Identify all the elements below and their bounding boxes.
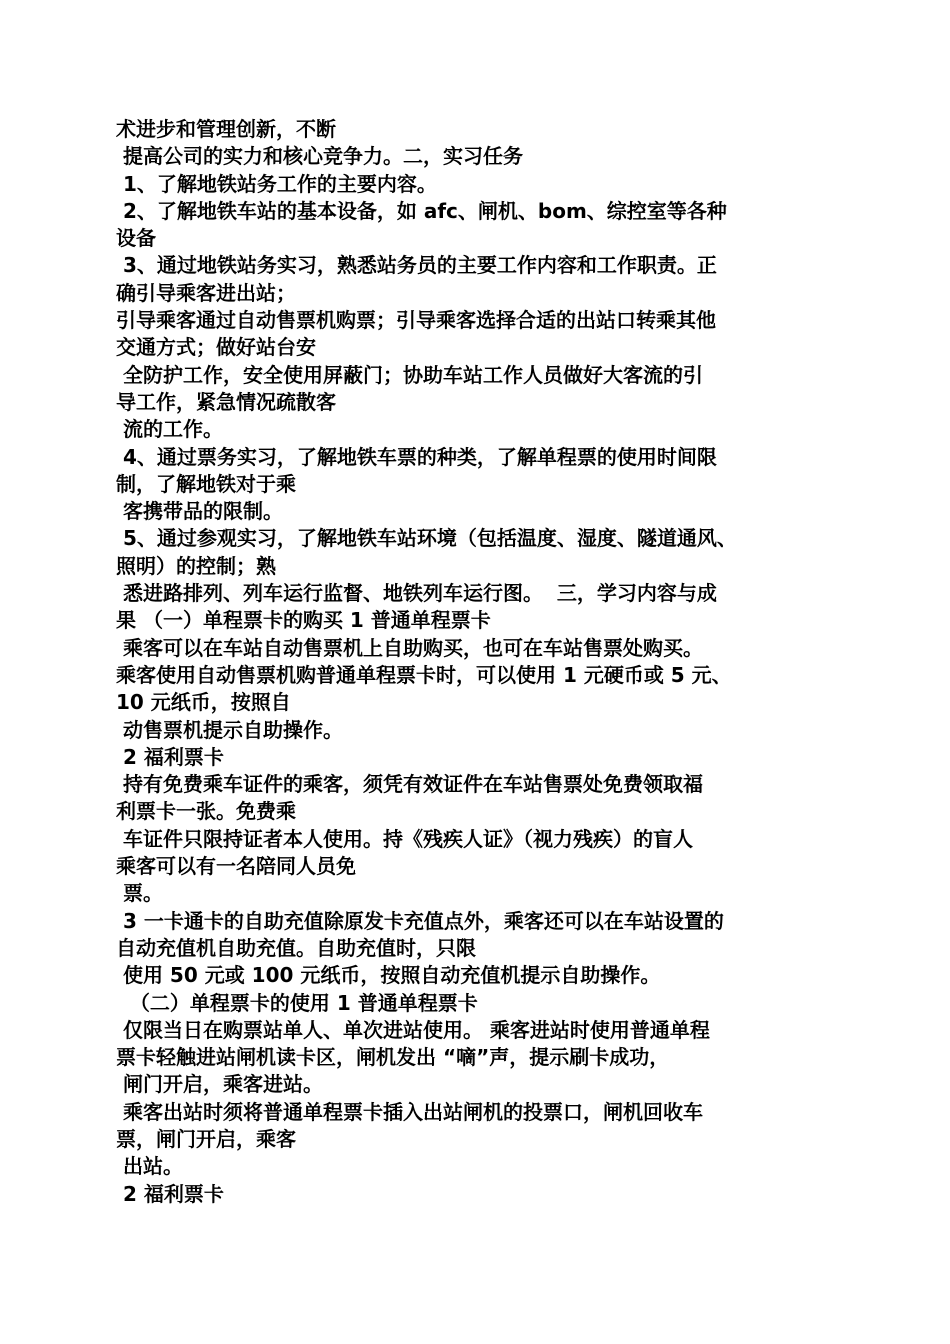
text-line: 2、了解地铁车站的基本设备，如 afc、闸机、bom、综控室等各种: [116, 198, 727, 223]
text-line: 票。: [116, 881, 163, 906]
text-line: 全防护工作，安全使用屏蔽门；协助车站工作人员做好大客流的引: [116, 362, 703, 387]
document-page: [116, 116, 840, 1208]
text-line: 出站。: [116, 1154, 183, 1179]
text-line: 票卡轻触进站闸机读卡区，闸机发出 “嘀”声，提示刷卡成功，: [116, 1045, 670, 1070]
text-line: 确引导乘客进出站；: [116, 280, 296, 305]
text-line: 交通方式；做好站台安: [116, 335, 316, 360]
text-line: 流的工作。: [116, 417, 223, 442]
text-line: 设备: [116, 226, 156, 251]
text-line: 5、通过参观实习，了解地铁车站环境（包括温度、湿度、隧道通风、: [116, 526, 737, 551]
text-line: 利票卡一张。免费乘: [116, 799, 296, 824]
text-line: 术进步和管理创新，不断: [116, 117, 336, 141]
text-line: 车证件只限持证者本人使用。持《残疾人证》（视力残疾）的盲人: [116, 826, 693, 851]
text-line: 乘客使用自动售票机购普通单程票卡时，可以使用 1 元硬币或 5 元、: [116, 662, 732, 687]
text-line: 票，闸门开启，乘客: [116, 1126, 296, 1151]
text-line: 仅限当日在购票站单人、单次进站使用。 乘客进站时使用普通单程: [116, 1017, 710, 1042]
text-line: 自动充值机自助充值。自助充值时，只限: [116, 935, 476, 960]
text-line: 乘客可以有一名陪同人员免: [116, 854, 356, 879]
text-line: 制，了解地铁对于乘: [116, 471, 296, 496]
text-line: 持有免费乘车证件的乘客，须凭有效证件在车站售票处免费领取福: [116, 772, 703, 797]
text-line: 3、通过地铁站务实习，熟悉站务员的主要工作内容和工作职责。正: [116, 253, 717, 278]
text-line: 使用 50 元或 100 元纸币，按照自动充值机提示自助操作。: [116, 963, 661, 988]
text-line: 导工作，紧急情况疏散客: [116, 389, 336, 414]
text-line: （二）单程票卡的使用 1 普通单程票卡: [116, 990, 478, 1015]
text-line: 果 （一）单程票卡的购买 1 普通单程票卡: [116, 608, 491, 633]
text-line: 客携带品的限制。: [116, 499, 283, 524]
text-line: 悉进路排列、列车运行监督、地铁列车运行图。 三，学习内容与成: [116, 581, 717, 606]
text-line: 提高公司的实力和核心竞争力。二，实习任务: [116, 144, 523, 169]
text-line: 动售票机提示自助操作。: [116, 717, 343, 742]
text-line: 1、了解地铁站务工作的主要内容。: [116, 171, 437, 196]
text-line: 照明）的控制；熟: [116, 553, 276, 578]
text-line: 10 元纸币，按照自: [116, 690, 291, 715]
text-line: 2 福利票卡: [116, 744, 224, 769]
text-line: 引导乘客通过自动售票机购票；引导乘客选择合适的出站口转乘其他: [116, 308, 716, 333]
text-line: 乘客可以在车站自动售票机上自助购买，也可在车站售票处购买。: [116, 635, 703, 660]
text-line: 2 福利票卡: [116, 1181, 224, 1206]
text-line: 乘客出站时须将普通单程票卡插入出站闸机的投票口，闸机回收车: [116, 1099, 703, 1124]
text-line: 闸门开启，乘客进站。: [116, 1072, 323, 1097]
text-line: 3 一卡通卡的自助充值除原发卡充值点外，乘客还可以在车站设置的: [116, 908, 724, 933]
text-line: 4、通过票务实习，了解地铁车票的种类，了解单程票的使用时间限: [116, 444, 717, 469]
